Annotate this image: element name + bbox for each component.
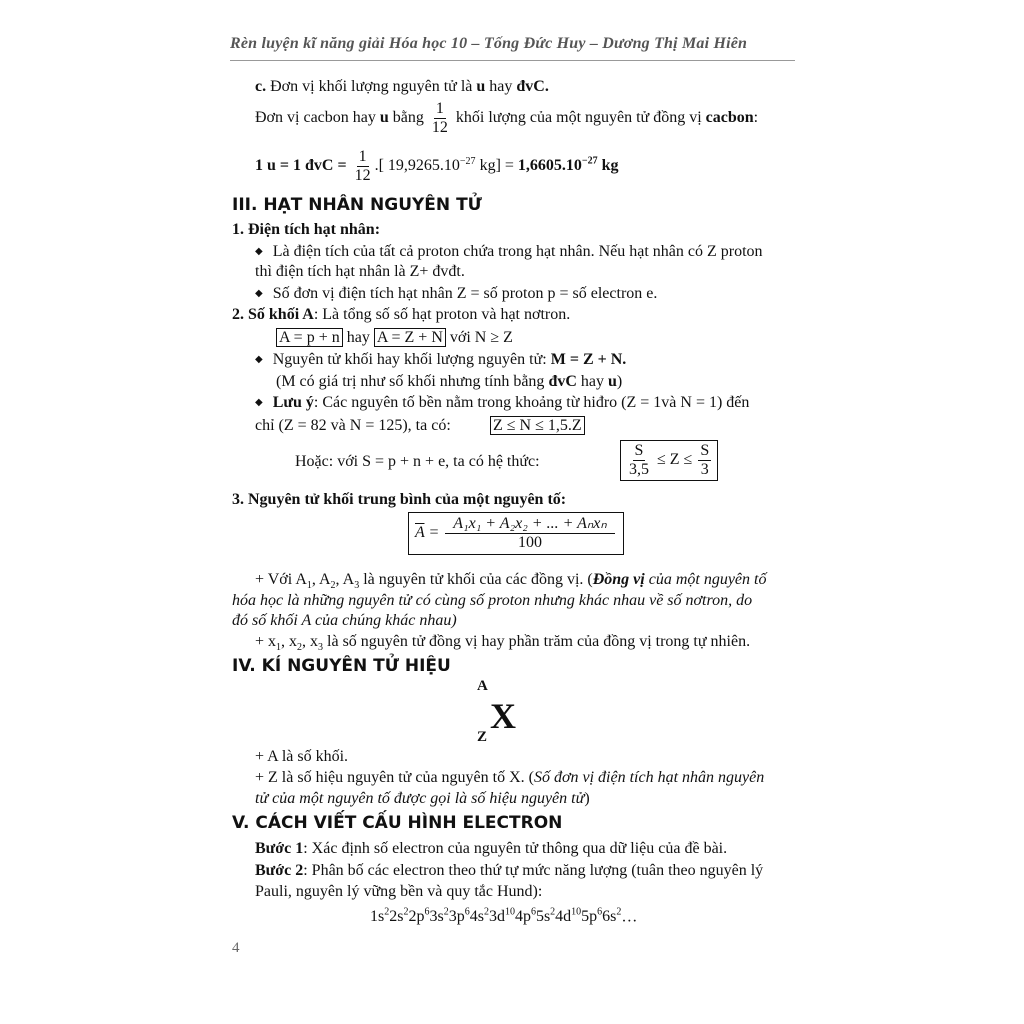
orbital-term: 5s <box>535 908 551 926</box>
item-c: c. Đơn vị khối lượng nguyên tử là u hay đvC. <box>255 78 549 95</box>
s4-z-cont: tử của một nguyên tố được gọi là số hiệu nguyên tử) <box>255 790 590 807</box>
symbol-mass-number: A <box>477 678 488 694</box>
hoac-line: Hoặc: với S = p + n + e, ta có hệ thức: <box>295 453 540 470</box>
section-v-heading: V. CÁCH VIẾT CẤU HÌNH ELECTRON <box>232 813 563 833</box>
electron-configuration: $1s^22s^22p^63s^23p^64s^23d^{10}4p^65s^24d^{10}5p^66s^2\dots$ <box>370 907 638 926</box>
orbital-count: 2 <box>483 907 489 918</box>
diamond-bullet-icon: ◆ <box>255 288 263 299</box>
diamond-bullet-icon: ◆ <box>255 246 263 257</box>
orbital-count: 2 <box>403 907 409 918</box>
step-2: Bước 2: Phân bố các electron theo thứ tự mức năng lượng (tuân theo nguyên lý <box>255 862 764 879</box>
orbital-term: 4d <box>555 908 572 926</box>
orbital-count: 2 <box>616 907 622 918</box>
step-2-cont: Pauli, nguyên lý vững bền và quy tắc Hund): <box>255 883 543 900</box>
orbital-count: 10 <box>571 907 582 918</box>
subsection-2-title: 2. Số khối A: Là tổng số số hạt proton và hạt nơtron. <box>232 306 571 323</box>
diamond-bullet-icon: ◆ <box>255 354 263 365</box>
s4-z: + Z là số hiệu nguyên tử của nguyên tố X. (Số đơn vị điện tích hạt nhân nguyên <box>255 769 765 786</box>
s2-bullet-1: ◆ Nguyên tử khối hay khối lượng nguyên tử: M = Z + N. <box>255 351 627 368</box>
cacbon-definition: Đơn vị cacbon hay u bằng $\frac{1}{12}$ khối lượng của một nguyên tử đồng vị cacbon: <box>255 100 759 136</box>
s3-p2: + $x_1$, $x_2$, $x_3$ là số nguyên tử đồng vị hay phần trăm của đồng vị trong tự nhiên. <box>255 633 751 654</box>
page-number: 4 <box>232 940 240 956</box>
s3-p1-line3: đó số khối A của chúng khác nhau) <box>232 612 457 629</box>
orbital-term: 1s <box>370 908 385 926</box>
formula-u: 1 u = 1 đvC = $\frac{1}{12}$ .[ $19,9265.10^{-27}$ $kg] = 1,6605.10^{-27}$ kg <box>255 148 619 184</box>
orbital-term: 4s <box>469 908 484 926</box>
orbital-term: 3s <box>429 908 444 926</box>
orbital-term: 2s <box>389 908 404 926</box>
s4-a: + A là số khối. <box>255 748 349 765</box>
s2-bullet-2: ◆ Lưu ý: Các nguyên tố bền nằm trong khoảng từ hiđro (Z = 1và N = 1) đến <box>255 394 750 411</box>
orbital-term: 2p <box>408 908 425 926</box>
fraction-1-12: $\frac{1}{12}$ <box>431 100 448 136</box>
orbital-count: 2 <box>384 907 390 918</box>
orbital-count: 6 <box>530 907 536 918</box>
s1-bullet-2: ◆ Số đơn vị điện tích hạt nhân Z = số proton p = số electron e. <box>255 285 658 302</box>
s1-bullet-1-cont: thì điện tích hạt nhân là Z+ đvđt. <box>255 263 465 280</box>
s2-note: (M có giá trị như số khối nhưng tính bằng đvC hay u) <box>276 373 623 390</box>
running-header: Rèn luyện kĩ năng giải Hóa học 10 – Tống Đức Huy – Dương Thị Mai Hiên <box>230 35 748 52</box>
orbital-term: 3p <box>448 908 465 926</box>
mass-number-formulas: A = p + n hay A = Z + N với N ≥ Z <box>276 328 513 348</box>
s3-p1-line2: hóa học là những nguyên tử có cùng số proton nhưng khác nhau về số nơtron, do <box>232 592 753 609</box>
orbital-term: 3d <box>488 908 505 926</box>
orbital-count: 2 <box>443 907 449 918</box>
subsection-3-title: 3. Nguyên tử khối trung bình của một nguyên tố: <box>232 491 567 508</box>
orbital-term: 6s <box>602 908 617 926</box>
orbital-count: 6 <box>597 907 603 918</box>
step-1: Bước 1: Xác định số electron của nguyên tử thông qua dữ liệu của đề bài. <box>255 840 728 857</box>
orbital-term: 4p <box>514 908 531 926</box>
s-relation-box: $\frac{S}{3,5}$ ≤ Z ≤ $\frac{S}{3}$ <box>620 440 718 481</box>
section-iii-heading: III. HẠT NHÂN NGUYÊN TỬ <box>232 195 482 215</box>
symbol-element: X <box>490 696 516 736</box>
section-iv-heading: IV. KÍ NGUYÊN TỬ HIỆU <box>232 656 451 676</box>
header-rule <box>230 60 795 61</box>
symbol-atomic-number: Z <box>477 729 488 745</box>
orbital-count: 6 <box>424 907 430 918</box>
orbital-term: 5p <box>581 908 598 926</box>
orbital-count: 6 <box>464 907 470 918</box>
s1-bullet-1: ◆ Là điện tích của tất cả proton chứa trong hạt nhân. Nếu hạt nhân có Z proton <box>255 243 763 260</box>
average-mass-formula: $\overline{A}$ = $\frac{\text{A₁x₁ + A₂x₂ + ... + Aₙxₙ}}{100}$ <box>408 512 624 555</box>
subsection-1-title: 1. Điện tích hạt nhân: <box>232 221 381 238</box>
diamond-bullet-icon: ◆ <box>255 397 263 408</box>
orbital-count: 10 <box>504 907 515 918</box>
stability-box: Z ≤ N ≤ 1,5.Z <box>490 416 585 436</box>
s2-bullet-2-cont: chỉ (Z = 82 và N = 125), ta có: <box>255 417 451 434</box>
orbital-count: 2 <box>550 907 556 918</box>
s3-p1: + Với $A_1$, $A_2$, $A_3$ là nguyên tử khối của các đồng vị. (Đồng vị của một nguyên tố <box>255 571 767 592</box>
